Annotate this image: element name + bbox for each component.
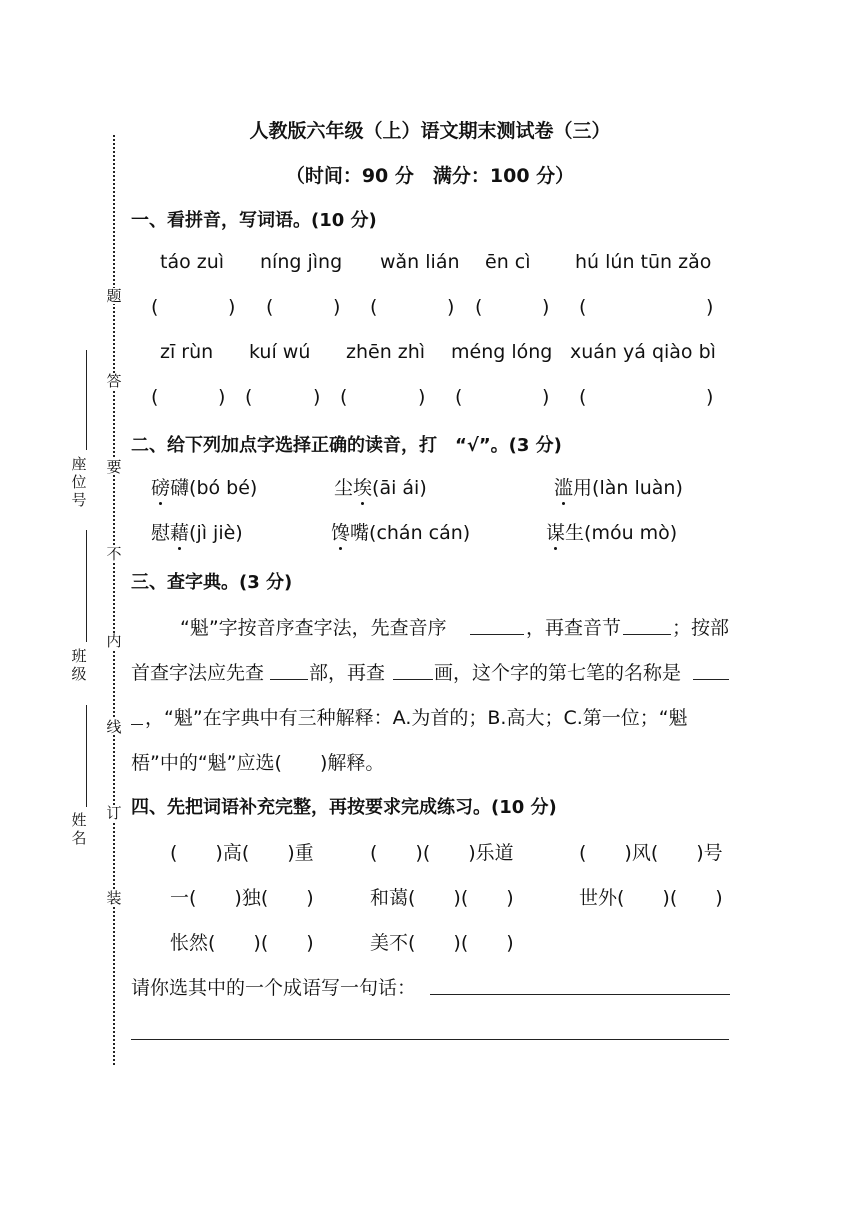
fold-char-7: 订 [106, 804, 122, 822]
section2-heading: 二、给下列加点字选择正确的读音，打 “√”。(3 分) [131, 435, 562, 456]
answer-paren: ) [706, 386, 714, 408]
dotted-char: 磅 [151, 473, 170, 500]
idiom-blank[interactable]: 一( )独( ) [170, 887, 314, 909]
fold-char-5: 内 [106, 632, 122, 650]
answer-paren: ) [218, 386, 226, 408]
pinyin-options: (bó bé) [189, 477, 258, 499]
dotted-char: 馋 [331, 518, 350, 545]
answer-paren: ) [313, 386, 321, 408]
dictionary-text: ；按部 [672, 617, 730, 639]
pinyin-item: xuán yá qiào bì [570, 341, 716, 363]
answer-paren[interactable]: ( [266, 296, 274, 318]
seat-label-char: 号 [71, 491, 87, 509]
reading-item[interactable] [331, 518, 470, 545]
answer-paren[interactable]: ( [579, 296, 587, 318]
section1-heading: 一、看拼音，写词语。(10 分) [131, 210, 377, 231]
exam-subtitle: （时间：90 分 满分：100 分） [285, 165, 575, 187]
pinyin-item: níng jìng [260, 251, 343, 273]
answer-paren[interactable]: ( [475, 296, 483, 318]
reading-item[interactable] [151, 518, 243, 545]
reading-item[interactable] [554, 473, 683, 500]
answer-paren[interactable]: ( [340, 386, 348, 408]
fold-char-1: 题 [106, 287, 122, 305]
answer-paren: ) [447, 296, 455, 318]
dictionary-text: “魁”字按音序查字法，先查音序 [180, 617, 447, 639]
dotted-char: 谋 [546, 518, 565, 545]
pinyin-item: táo zuì [160, 251, 225, 273]
answer-paren[interactable]: ( [151, 386, 159, 408]
class-label-char: 班 [71, 647, 87, 665]
idiom-blank[interactable]: 美不( )( ) [370, 932, 514, 954]
idiom-blank[interactable]: 世外( )( ) [579, 887, 723, 909]
reading-item[interactable] [334, 473, 427, 500]
section3-heading: 三、查字典。(3 分) [131, 572, 293, 593]
reading-item[interactable] [546, 518, 677, 545]
dictionary-text: 画，这个字的第七笔的名称是 [434, 662, 682, 684]
blank-radical[interactable] [270, 679, 308, 680]
pinyin-item: wǎn lián [380, 251, 460, 273]
name-label-char: 姓 [71, 811, 87, 829]
page-title: 人教版六年级（上）语文期末测试卷（三） [249, 120, 611, 142]
fold-char-3: 要 [106, 458, 122, 476]
answer-paren: ) [418, 386, 426, 408]
answer-paren[interactable]: ( [370, 296, 378, 318]
answer-paren: ) [542, 386, 550, 408]
answer-paren: ) [228, 296, 236, 318]
answer-paren[interactable]: ( [151, 296, 159, 318]
fold-char-4: 不 [106, 545, 122, 563]
answer-paren: ) [542, 296, 550, 318]
idiom-blank[interactable]: ( )高( )重 [170, 842, 314, 864]
pinyin-item: kuí wú [249, 341, 311, 363]
dictionary-text: 首查字法应先查 [131, 662, 265, 684]
answer-paren: ) [706, 296, 714, 318]
pinyin-options: (chán cán) [369, 522, 471, 544]
dictionary-text: ，“魁”在字典中有三种解释：A.为首的；B.高大；C.第一位；“魁 [145, 707, 688, 729]
dictionary-text: 梧”中的“魁”应选( )解释。 [131, 752, 385, 774]
answer-paren: ) [333, 296, 341, 318]
char: 用 [573, 477, 593, 499]
seat-label-char: 位 [71, 473, 87, 491]
blank-strokes[interactable] [393, 679, 433, 680]
seat-number-blank[interactable] [86, 350, 87, 450]
dotted-char: 滥 [554, 473, 573, 500]
pinyin-item: zī rùn [160, 341, 214, 363]
pinyin-options: (jì jiè) [189, 522, 243, 544]
answer-paren[interactable]: ( [579, 386, 587, 408]
binding-dotted-line [113, 135, 115, 1065]
dictionary-text: 部，再查 [309, 662, 386, 684]
sentence-prompt: 请你选其中的一个成语写一句话： [131, 977, 417, 999]
class-blank[interactable] [86, 530, 87, 642]
blank-stroke-name-cont[interactable] [131, 724, 143, 725]
fold-char-8: 装 [106, 889, 122, 907]
blank-stroke-name[interactable] [693, 679, 729, 680]
fold-char-6: 线 [106, 718, 122, 736]
idiom-blank[interactable]: 怅然( )( ) [170, 932, 314, 954]
blank-phonetic-order[interactable] [470, 634, 524, 635]
char: 礴 [170, 477, 190, 499]
seat-label-char: 座 [71, 455, 87, 473]
reading-item[interactable] [151, 473, 257, 500]
sentence-answer-line[interactable] [430, 994, 730, 995]
sentence-answer-line-2[interactable] [131, 1039, 729, 1040]
dotted-char: 藉 [170, 518, 189, 545]
char: 嘴 [350, 522, 370, 544]
fold-char-2: 答 [106, 372, 122, 390]
char: 慰 [151, 522, 171, 544]
pinyin-item: hú lún tūn zǎo [575, 251, 712, 273]
dotted-char: 埃 [353, 473, 372, 500]
answer-paren[interactable]: ( [455, 386, 463, 408]
class-label-char: 级 [71, 665, 87, 683]
idiom-blank[interactable]: ( )( )乐道 [370, 842, 514, 864]
pinyin-item: ēn cì [485, 251, 531, 273]
dictionary-text: ，再查音节 [526, 617, 622, 639]
name-blank[interactable] [86, 705, 87, 807]
section4-heading: 四、先把词语补充完整，再按要求完成练习。(10 分) [131, 797, 557, 818]
pinyin-options: (móu mò) [584, 522, 678, 544]
pinyin-options: (āi ái) [372, 477, 427, 499]
answer-paren[interactable]: ( [245, 386, 253, 408]
idiom-blank[interactable]: 和蔼( )( ) [370, 887, 514, 909]
char: 尘 [334, 477, 354, 499]
name-label-char: 名 [71, 829, 87, 847]
pinyin-item: zhēn zhì [346, 341, 426, 363]
pinyin-options: (làn luàn) [592, 477, 683, 499]
char: 生 [565, 522, 585, 544]
pinyin-item: méng lóng [451, 341, 553, 363]
blank-syllable[interactable] [623, 634, 671, 635]
idiom-blank[interactable]: ( )风( )号 [579, 842, 723, 864]
